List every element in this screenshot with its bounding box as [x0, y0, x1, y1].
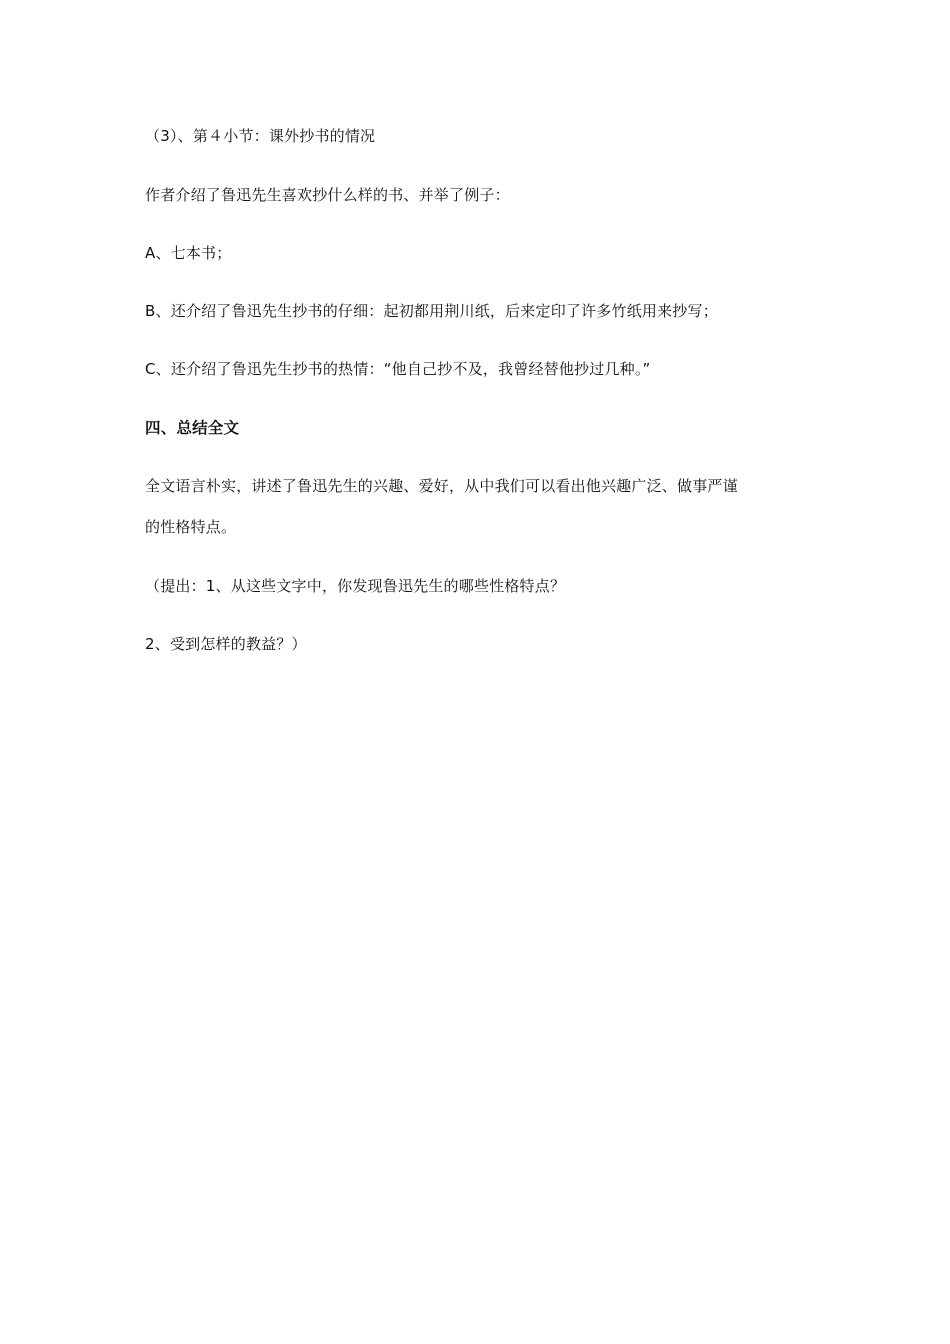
- section-3-title: （3）、第４小节：课外抄书的情况: [145, 127, 376, 145]
- section-4-heading: 四、总结全文: [145, 419, 240, 437]
- list-item-c: C、还介绍了鲁迅先生抄书的热情：“他自己抄不及，我曾经替他抄过几种。”: [145, 360, 651, 378]
- question-2: 2、受到怎样的教益？）: [145, 635, 307, 653]
- question-1: （提出：1、从这些文字中，你发现鲁迅先生的哪些性格特点？: [145, 577, 566, 595]
- section-3-intro: 作者介绍了鲁迅先生喜欢抄什么样的书、并举了例子：: [145, 186, 510, 204]
- list-item-b: B、还介绍了鲁迅先生抄书的仔细：起初都用荆川纸，后来定印了许多竹纸用来抄写；: [145, 302, 718, 320]
- summary-line-2: 的性格特点。: [145, 518, 237, 536]
- list-item-a: A、七本书；: [145, 244, 232, 262]
- summary-line-1: 全文语言朴实，讲述了鲁迅先生的兴趣、爱好，从中我们可以看出他兴趣广泛、做事严谨: [145, 477, 738, 495]
